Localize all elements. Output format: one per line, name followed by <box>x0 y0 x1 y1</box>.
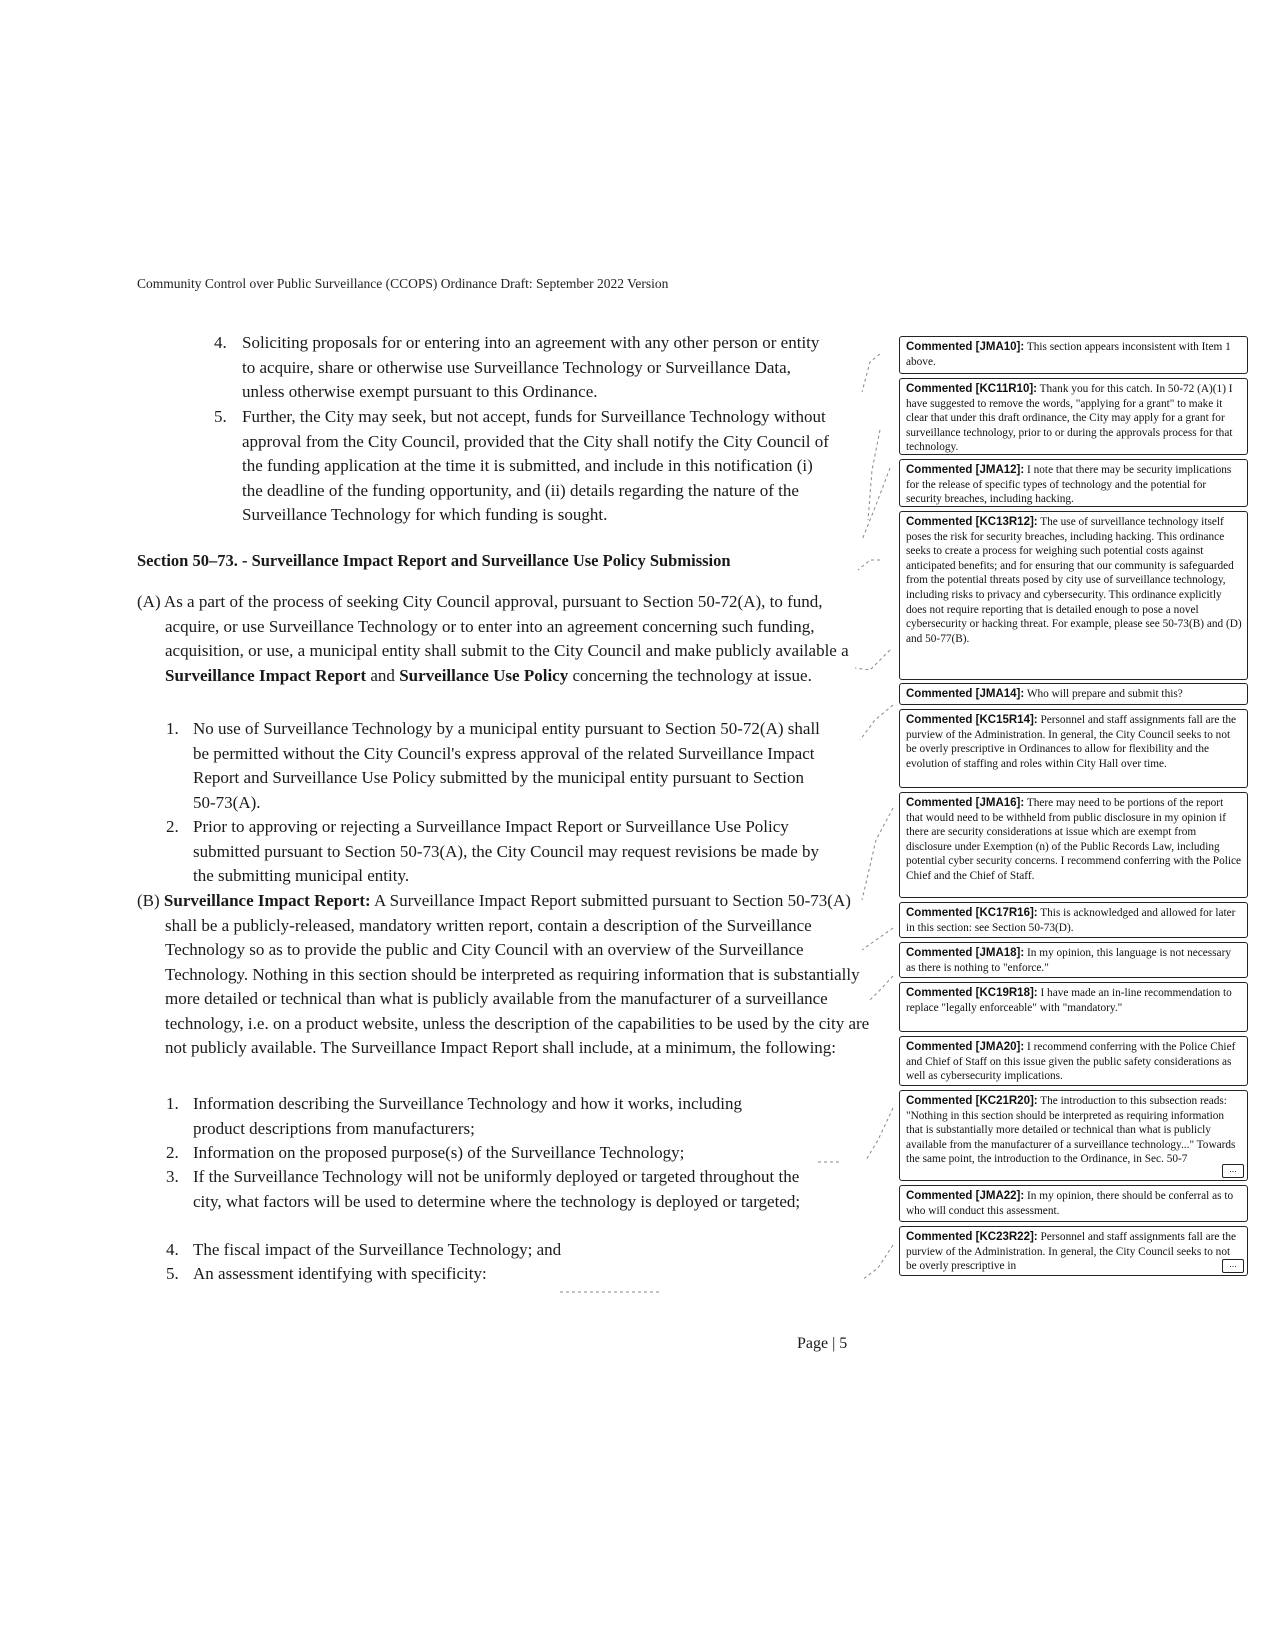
item-number: 5. <box>166 1264 179 1283</box>
comment-text: Who will prepare and submit this? <box>1024 688 1183 700</box>
comment-box[interactable] <box>899 982 1248 1032</box>
item-number: 5. <box>214 407 227 426</box>
item-number: 3. <box>166 1167 179 1186</box>
comment-text: There may need to be portions of the report that would need to be withheld from public disclosure in my opinion if there are security considerations at issue which are exempt from disclosure under Exemption (n) of the Public Records Law, including potential cyber security concerns. I recommend conferring with the Police Chief and the Chief of Staff. <box>906 797 1242 882</box>
comment-author: Commented [JMA18]: <box>906 947 1025 959</box>
item-text: No use of Surveillance Technology by a municipal entity pursuant to Section 50-72(A) shall be permitted without the City Council's express approval of the related Surveillance Impact Report and Surveillance Use Policy submitted by the municipal entity pursuant to Section 50-73(A). <box>193 719 820 812</box>
comment-author: Commented [JMA20]: <box>906 1041 1025 1053</box>
comment-text: The use of surveillance technology itself poses the risk for security breaches, including hacking. This ordinance seeks to create a process for weighing such potential costs against anticipated benefits; and for ensuring that our community is safeguarded from the potential threats posed by city use of surveillance technology, including risks to privacy and cybersecurity. This ordinance explicitly does not require reporting that is detailed enough to pose a novel cybersecurity or hacking threat. For example, please see 50-73(B) and (D) and 50-77(B). <box>906 516 1242 645</box>
comment-author: Commented [JMA12]: <box>906 464 1025 476</box>
comment-box[interactable] <box>899 1036 1248 1086</box>
paragraph-text: A Surveillance Impact Report submitted pursuant to Section 50-73(A) shall be a publicly-released, mandatory written report, contain a description of the Surveillance Technology so as to provide the public and City Council with an overview of the Surveillance Technology. Nothing in this section should be interpreted as requiring information that is substantially more detailed or technical than what is publicly available from the manufacturer of a surveillance technology, i.e. on a product website, unless the description of the capabilities to be used by the city are not publicly available. The Surveillance Impact Report shall include, at a minimum, the following: <box>165 891 870 1057</box>
comment-text: In my opinion, this language is not necessary as there is nothing to "enforce." <box>906 947 1231 974</box>
item-text: Information describing the Surveillance Technology and how it works, including product descriptions from manufacturers; <box>193 1094 742 1138</box>
comment-box[interactable] <box>899 378 1248 455</box>
comment-text: I recommend conferring with the Police Chief and Chief of Staff on this issue given the public safety considerations as well as cybersecurity implications. <box>906 1041 1236 1083</box>
item-text: If the Surveillance Technology will not be uniformly deployed or targeted throughout the city, what factors will be used to determine where the technology is deployed or targeted; <box>193 1167 801 1211</box>
comment-box[interactable] <box>899 902 1248 938</box>
comment-text: The introduction to this subsection reads: "Nothing in this section should be interpreted as requiring information that is substantially more detailed or technical than what is publicly available from the manufacturer of a surveillance technology..." Towards the same point, the introduction to the Ordinance, in Sec. 50-7 <box>906 1095 1236 1166</box>
item-number: 4. <box>166 1240 179 1259</box>
comment-box[interactable] <box>899 683 1248 705</box>
comment-author: Commented [JMA10]: <box>906 341 1025 353</box>
comment-text: Thank you for this catch. In 50-72 (A)(1) I have suggested to remove the words, "applying for a grant" to make it clear that under this draft ordinance, the City may apply for a grant for surveillance technology, prior to or during the approvals process for that technology. <box>906 383 1233 454</box>
comment-text: This section appears inconsistent with Item 1 above. <box>906 341 1231 368</box>
comment-text: Personnel and staff assignments fall are the purview of the Administration. In general, the City Council seeks to not be overly prescriptive in Ordinances to allow for flexibility and the evolution of staffing and roles within City Hall over time. <box>906 714 1237 770</box>
more-button[interactable]: ... <box>1222 1259 1244 1273</box>
comment-author: Commented [KC19R18]: <box>906 987 1038 999</box>
item-text: Information on the proposed purpose(s) of the Surveillance Technology; <box>193 1143 685 1162</box>
comment-author: Commented [KC15R14]: <box>906 714 1038 726</box>
comment-text: In my opinion, there should be conferral as to who will conduct this assessment. <box>906 1190 1234 1217</box>
comment-text: This is acknowledged and allowed for later in this section: see Section 50-73(D). <box>906 907 1236 934</box>
comment-text: I have made an in-line recommendation to replace "legally enforceable" with "mandatory." <box>906 987 1232 1014</box>
comment-box[interactable] <box>899 511 1248 680</box>
comment-text: I note that there may be security implications for the release of specific types of technology and the potential for security breaches, including hacking. <box>906 464 1232 506</box>
comment-text: Personnel and staff assignments fall are the purview of the Administration. In general, the City Council seeks to not be overly prescriptive in <box>906 1231 1237 1273</box>
comment-author: Commented [KC17R16]: <box>906 907 1038 919</box>
paragraph-text: (A) As a part of the process of seeking City Council approval, pursuant to Section 50-72(A), to fund, acquire, or use Surveillance Technology or to enter into an agreement concerning such funding, acquisition, or use, a municipal entity shall submit to the City Council and make publicly available a <box>137 592 849 660</box>
item-text: Prior to approving or rejecting a Surveillance Impact Report or Surveillance Use Policy submitted pursuant to Section 50-73(A), the City Council may request revisions be made by the submitting municipal entity. <box>193 817 820 885</box>
comment-author: Commented [JMA22]: <box>906 1190 1025 1202</box>
bold-term: Surveillance Impact Report <box>165 665 367 685</box>
comment-author: Commented [KC13R12]: <box>906 516 1038 528</box>
item-number: 2. <box>166 817 179 836</box>
item-number: 4. <box>214 333 227 352</box>
paragraph-text: concerning the technology at issue. <box>568 665 812 685</box>
paragraph-text: and <box>366 665 400 685</box>
comment-box[interactable] <box>899 459 1248 507</box>
comment-box[interactable] <box>899 792 1248 898</box>
comment-box[interactable] <box>899 942 1248 978</box>
comment-box[interactable] <box>899 709 1248 788</box>
item-text: Further, the City may seek, but not accept, funds for Surveillance Technology without approval from the City Council, provided that the City shall notify the City Council of the funding application at the time it is submitted, and include in this notification (i) the deadline of the funding opportunity, and (ii) details regarding the nature of the Surveillance Technology for which funding is sought. <box>242 407 829 524</box>
comment-author: Commented [KC11R10]: <box>906 383 1037 395</box>
item-number: 2. <box>166 1143 179 1162</box>
bold-term: Surveillance Use Policy <box>399 665 569 685</box>
comment-author: Commented [JMA16]: <box>906 797 1025 809</box>
more-button[interactable]: ... <box>1222 1164 1244 1178</box>
item-text: The fiscal impact of the Surveillance Technology; and <box>193 1240 562 1259</box>
item-text: Soliciting proposals for or entering into an agreement with any other person or entity to acquire, share or otherwise use Surveillance Technology or Surveillance Data, unless otherwise exempt pursuant to this Ordinance. <box>242 333 820 401</box>
section-heading: Section 50–73. - Surveillance Impact Report and Surveillance Use Policy Submission <box>137 551 731 570</box>
comment-author: Commented [KC23R22]: <box>906 1231 1038 1243</box>
item-number: 1. <box>166 1094 179 1113</box>
document-header: Community Control over Public Surveillance (CCOPS) Ordinance Draft: September 2022 Version <box>137 276 669 291</box>
item-text: An assessment identifying with specificity: <box>193 1264 487 1283</box>
item-number: 1. <box>166 719 179 738</box>
comment-author: Commented [JMA14]: <box>906 688 1025 700</box>
comment-box[interactable] <box>899 1090 1248 1181</box>
comment-box[interactable] <box>899 1226 1248 1276</box>
paragraph-label: (B) <box>137 891 164 910</box>
page-number: Page | 5 <box>797 1335 848 1352</box>
comment-author: Commented [KC21R20]: <box>906 1095 1038 1107</box>
comment-box[interactable] <box>899 1185 1248 1222</box>
comment-box[interactable] <box>899 336 1248 374</box>
bold-term: Surveillance Impact Report: <box>163 891 371 910</box>
